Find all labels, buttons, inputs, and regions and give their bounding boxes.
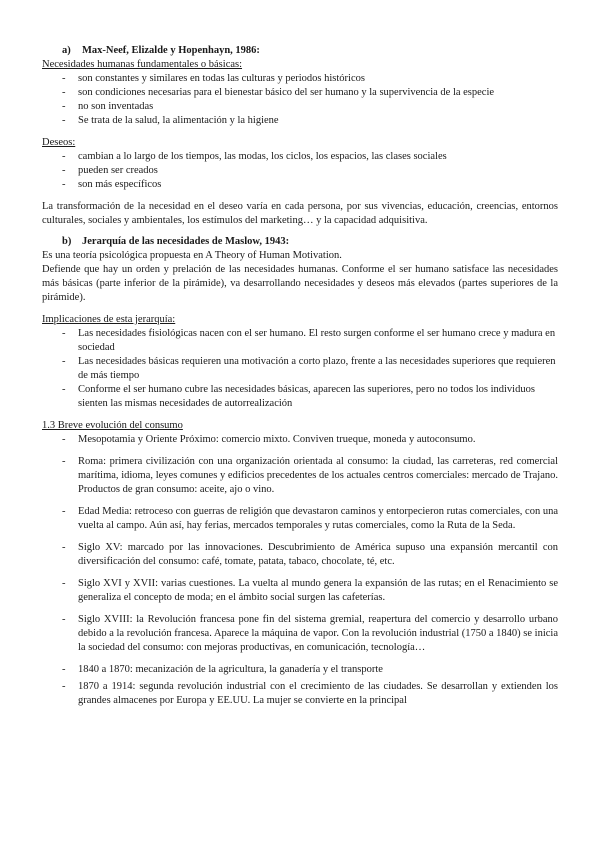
heading-a bbox=[62, 44, 558, 58]
list-item: - Conforme el ser humano cubre las necesidades básicas, aparecen las superiores, pero no todos los individuos sienten las mismas necesidades de autorrealización bbox=[42, 383, 558, 411]
heading-a-label: a) bbox=[62, 45, 71, 56]
heading-a-title: Max-Neef, Elizalde y Hopenhayn, 1986: bbox=[82, 45, 260, 56]
list-item: - Siglo XVIII: la Revolución francesa pone fin del sistema gremial, reapertura del comercio y desarrollo urbano debido a la revolución francesa. Aparece la máquina de vapor. Con la revolución industrial (1750 a 1840) se inicia la sociedad del consumo: con mejoras productivas, en comunicación, tecnología… bbox=[42, 613, 558, 655]
list-item: - Las necesidades básicas requieren una motivación a corto plazo, frente a las necesidades superiores que requieren de más tiempo bbox=[42, 355, 558, 383]
heading-b-title: Jerarquía de las necesidades de Maslow, 1943: bbox=[82, 236, 290, 247]
list-item: - son constantes y similares en todas las culturas y periodos históricos bbox=[42, 72, 558, 86]
list-item: - Siglo XV: marcado por las innovaciones. Descubrimiento de América supuso una expansión mercantil con diversificación del consumo: café, tomate, patata, tabaco, chocolate, té, etc. bbox=[42, 541, 558, 569]
section-title-evolucion: 1.3 Breve evolución del consumo bbox=[42, 420, 183, 431]
list-item: - no son inventadas bbox=[42, 100, 558, 114]
list-necesidades bbox=[42, 72, 558, 128]
list-deseos bbox=[42, 150, 558, 192]
list-implicaciones bbox=[42, 327, 558, 411]
list-item: - Edad Media: retroceso con guerras de religión que devastaron caminos y entorpecieron rutas comerciales, con una vuelta al campo. Aún así, hay ferias, mercados temporales y rutas comerciales, como la Ruta de la Seda. bbox=[42, 505, 558, 533]
subtitle-necesidades: Necesidades humanas fundamentales o básicas: bbox=[42, 59, 243, 70]
list-item: - pueden ser creados bbox=[42, 164, 558, 178]
list-item: - Las necesidades fisiológicas nacen con el ser humano. El resto surgen conforme el ser humano crece y madura en sociedad bbox=[42, 327, 558, 355]
list-item: - son condiciones necesarias para el bienestar básico del ser humano y la supervivencia de la especie bbox=[42, 86, 558, 100]
list-item: - Roma: primera civilización con una organización orientada al consumo: la ciudad, las carreteras, red comercial marítima, idioma, leyes comunes y edificios precedentes de los actuales centros comerciales: mercado de Trajano. Productos de gran consumo: aceite, ajo o vino. bbox=[42, 455, 558, 497]
line-teoria: Es una teoría psicológica propuesta en A Theory of Human Motivation. bbox=[42, 250, 342, 261]
list-item: - cambian a lo largo de los tiempos, las modas, los ciclos, los espacios, las clases sociales bbox=[42, 150, 558, 164]
list-item: - Siglo XVI y XVII: varias cuestiones. La vuelta al mundo genera la expansión de las rutas; en el Renacimiento se generaliza el concepto de moda; en el ámbito social surgen las cafeterías. bbox=[42, 577, 558, 605]
subtitle-implicaciones: Implicaciones de esta jerarquía: bbox=[42, 314, 176, 325]
list-evolucion bbox=[42, 433, 558, 708]
heading-b bbox=[62, 235, 558, 249]
list-item: - Mesopotamia y Oriente Próximo: comercio mixto. Conviven trueque, moneda y autoconsumo. bbox=[42, 433, 558, 447]
subtitle-deseos: Deseos: bbox=[42, 137, 76, 148]
heading-b-label: b) bbox=[62, 236, 72, 247]
list-item: - 1840 a 1870: mecanización de la agricultura, la ganadería y el transporte bbox=[42, 663, 558, 677]
list-item: - Se trata de la salud, la alimentación y la higiene bbox=[42, 114, 558, 128]
list-item: - son más específicos bbox=[42, 178, 558, 192]
document-page bbox=[42, 44, 558, 716]
paragraph-maslow: Defiende que hay un orden y prelación de las necesidades humanas. Conforme el ser humano satisface las necesidades más básicas (parte inferior de la pirámide), va desarrollando necesidades y deseos más elevados (partes superiores de la pirámide). bbox=[42, 264, 558, 303]
paragraph-transformacion: La transformación de la necesidad en el deseo varía en cada persona, por sus vivencias, educación, creencias, entornos culturales, sociales y ambientales, los estímulos del marketing… y la capacidad adquisitiva. bbox=[42, 201, 558, 226]
list-item: - 1870 a 1914: segunda revolución industrial con el crecimiento de las ciudades. Se desarrollan y extienden los grandes almacenes por Europa y EE.UU. La mujer se convierte en la principal bbox=[42, 680, 558, 708]
